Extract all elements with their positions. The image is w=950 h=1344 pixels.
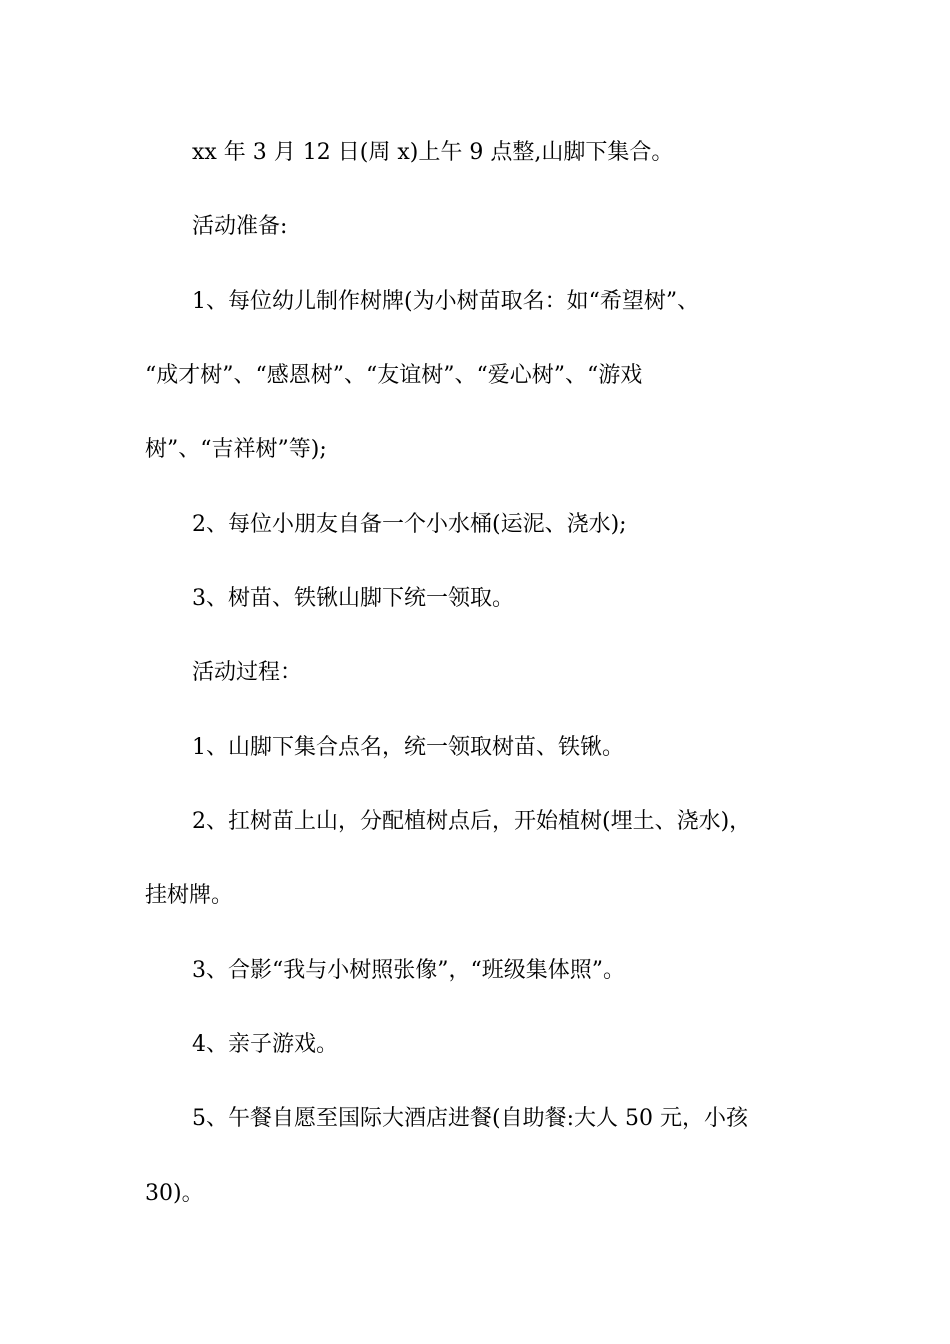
prep-item-1-line-1: 1、每位幼儿制作树牌(为小树苗取名：如“希望树”、 (192, 289, 700, 314)
prep-item-3: 3、树苗、铁锹山脚下统一领取。 (192, 586, 514, 611)
process-item-5-line-2: 30)。 (145, 1181, 204, 1206)
prep-item-2: 2、每位小朋友自备一个小水桶(运泥、浇水); (192, 512, 627, 537)
process-item-4: 4、亲子游戏。 (192, 1032, 338, 1057)
prep-item-1-line-3: 树”、“吉祥树”等); (145, 437, 327, 462)
prep-item-1-line-2: “成才树”、“感恩树”、“友谊树”、“爱心树”、“游戏 (145, 363, 643, 388)
process-item-3: 3、合影“我与小树照张像”，“班级集体照”。 (192, 958, 625, 983)
section-heading-process: 活动过程： (192, 660, 303, 685)
meeting-time-line: xx 年 3 月 12 日(周 x)上午 9 点整,山脚下集合。 (192, 140, 674, 165)
process-item-2-line-2: 挂树牌。 (145, 883, 234, 908)
section-heading-preparation: 活动准备: (192, 214, 288, 239)
process-item-5-line-1: 5、午餐自愿至国际大酒店进餐(自助餐:大人 50 元，小孩 (192, 1106, 748, 1131)
process-item-2-line-1: 2、扛树苗上山，分配植树点后，开始植树(埋土、浇水)， (192, 809, 752, 834)
process-item-1: 1、山脚下集合点名，统一领取树苗、铁锹。 (192, 735, 624, 760)
